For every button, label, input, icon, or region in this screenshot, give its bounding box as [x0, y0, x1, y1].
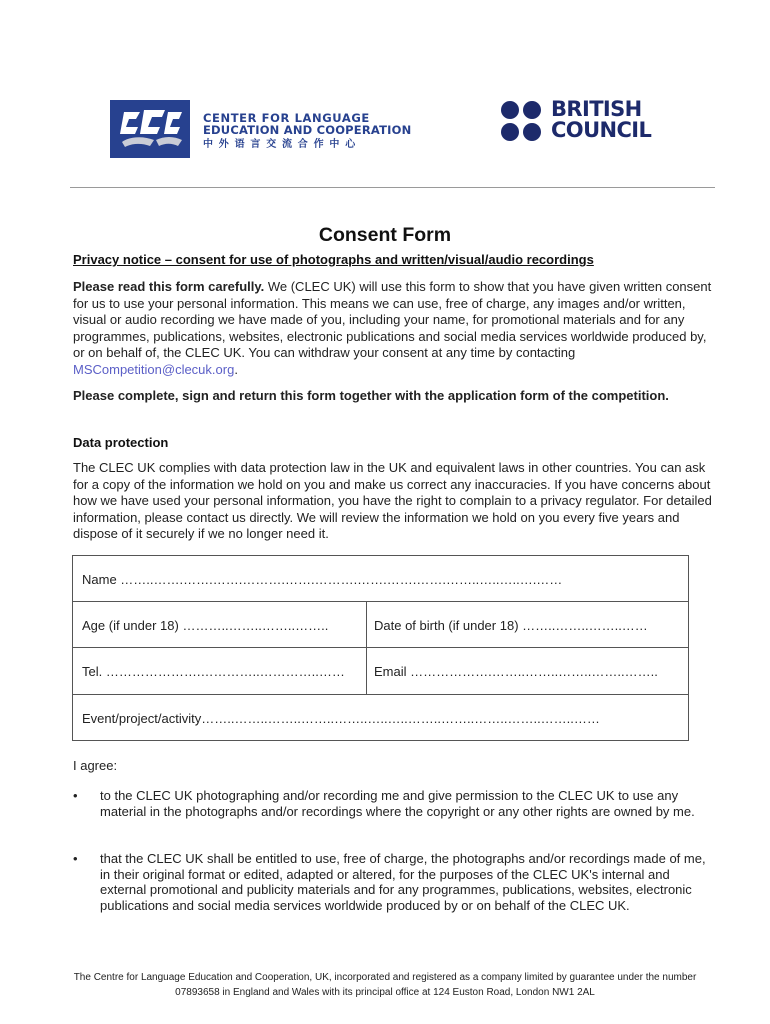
data-protection-heading: Data protection	[73, 435, 169, 450]
details-form-table	[72, 555, 689, 741]
agreement-item: to the CLEC UK photographing and/or recording me and give permission to the CLEC UK to use any material in the photographs and/or recordings where the copyright or any other rights are owned by me.	[100, 788, 695, 819]
form-row-divider	[73, 694, 688, 695]
clec-logo-mark	[110, 100, 190, 158]
bullet-marker: •	[73, 851, 78, 866]
intro-paragraph	[73, 279, 718, 378]
intro-lead: Please read this form carefully.	[73, 279, 265, 294]
header-divider	[70, 187, 715, 188]
date-of-birth-field[interactable]: Date of birth (if under 18) ……..……..……..……	[374, 618, 648, 633]
instruction-text: Please complete, sign and return this form together with the application form of the competition.	[73, 388, 669, 403]
data-protection-body: The CLEC UK complies with data protection law in the UK and equivalent laws in other countries. You can ask for a copy of the information we hold on you and make us correct any inaccuracies. If you have concerns about how we have used your personal information, you have the right to complain to a privacy regulator. For detailed information, please contact us directly. We will review the information we hold on you every five years and dispose of it securely if we no longer need it.	[73, 460, 712, 541]
tel-field[interactable]: Tel. ………………….…………..…………..……	[82, 664, 345, 679]
clec-logo-icon	[110, 100, 190, 158]
email-field[interactable]: Email ……………….……..……..……..……..……..	[374, 664, 658, 679]
form-row-divider	[73, 647, 688, 648]
name-field[interactable]: Name ……..…….…….…….……….…….……….…….…….…….……..…..…..….……	[82, 572, 563, 587]
page-title: Consent Form	[318, 224, 452, 246]
privacy-notice-subtitle: Privacy notice – consent for use of photographs and written/visual/audio recordings	[73, 252, 594, 267]
agree-label: I agree:	[73, 758, 118, 773]
contact-email-link[interactable]: MSCompetition@clecuk.org	[73, 361, 235, 377]
intro-body: We (CLEC UK) will use this form to show that you have given written consent for us to use your personal information. This means we can use, free of charge, any images and/or written, visual or audio recording we have made of you, including your name, for promotional materials and for any programmes, publications, websites, electronic publications and social media services worldwide produced by, or on behalf of, the CLEC UK. You can withdraw your consent at any time by contacting	[73, 279, 712, 360]
event-field[interactable]: Event/project/activity……..……..……..……..……..…..…..……..……..……..……..……..……	[82, 711, 600, 726]
footer-line1: The Centre for Language Education and Cooperation, UK, incorporated and registered as a company limited by guarantee under the number	[73, 972, 697, 983]
form-row-divider	[73, 601, 688, 602]
age-field[interactable]: Age (if under 18) ………..……..……..……..	[82, 618, 329, 633]
footer-line2: 07893658 in England and Wales with its principal office at 124 Euston Road, London NW1 2AL	[175, 987, 595, 998]
agreement-item: that the CLEC UK shall be entitled to use, free of charge, the photographs and/or recordings made of me, in their original format or edited, adapted or altered, for the purposes of the CLEC UK's internal and external promotional and publicity materials and for any programmes, publications, websites, electronic publications and social media services worldwide produced by or on behalf of the CLEC UK.	[100, 851, 706, 913]
clec-logo-name-line2: EDUCATION AND COOPERATION	[203, 123, 412, 137]
british-council-word1: BRITISH	[551, 97, 642, 121]
clec-logo-name-chinese: 中外语言交流合作中心	[203, 139, 361, 150]
british-council-word2: COUNCIL	[551, 118, 652, 142]
british-council-dots-icon	[500, 100, 544, 144]
footer	[0, 970, 770, 1000]
bullet-marker: •	[73, 788, 78, 803]
form-column-divider	[366, 601, 367, 694]
clec-logo-name-line1: CENTER FOR LANGUAGE	[203, 111, 370, 125]
intro-end: .	[234, 361, 238, 377]
